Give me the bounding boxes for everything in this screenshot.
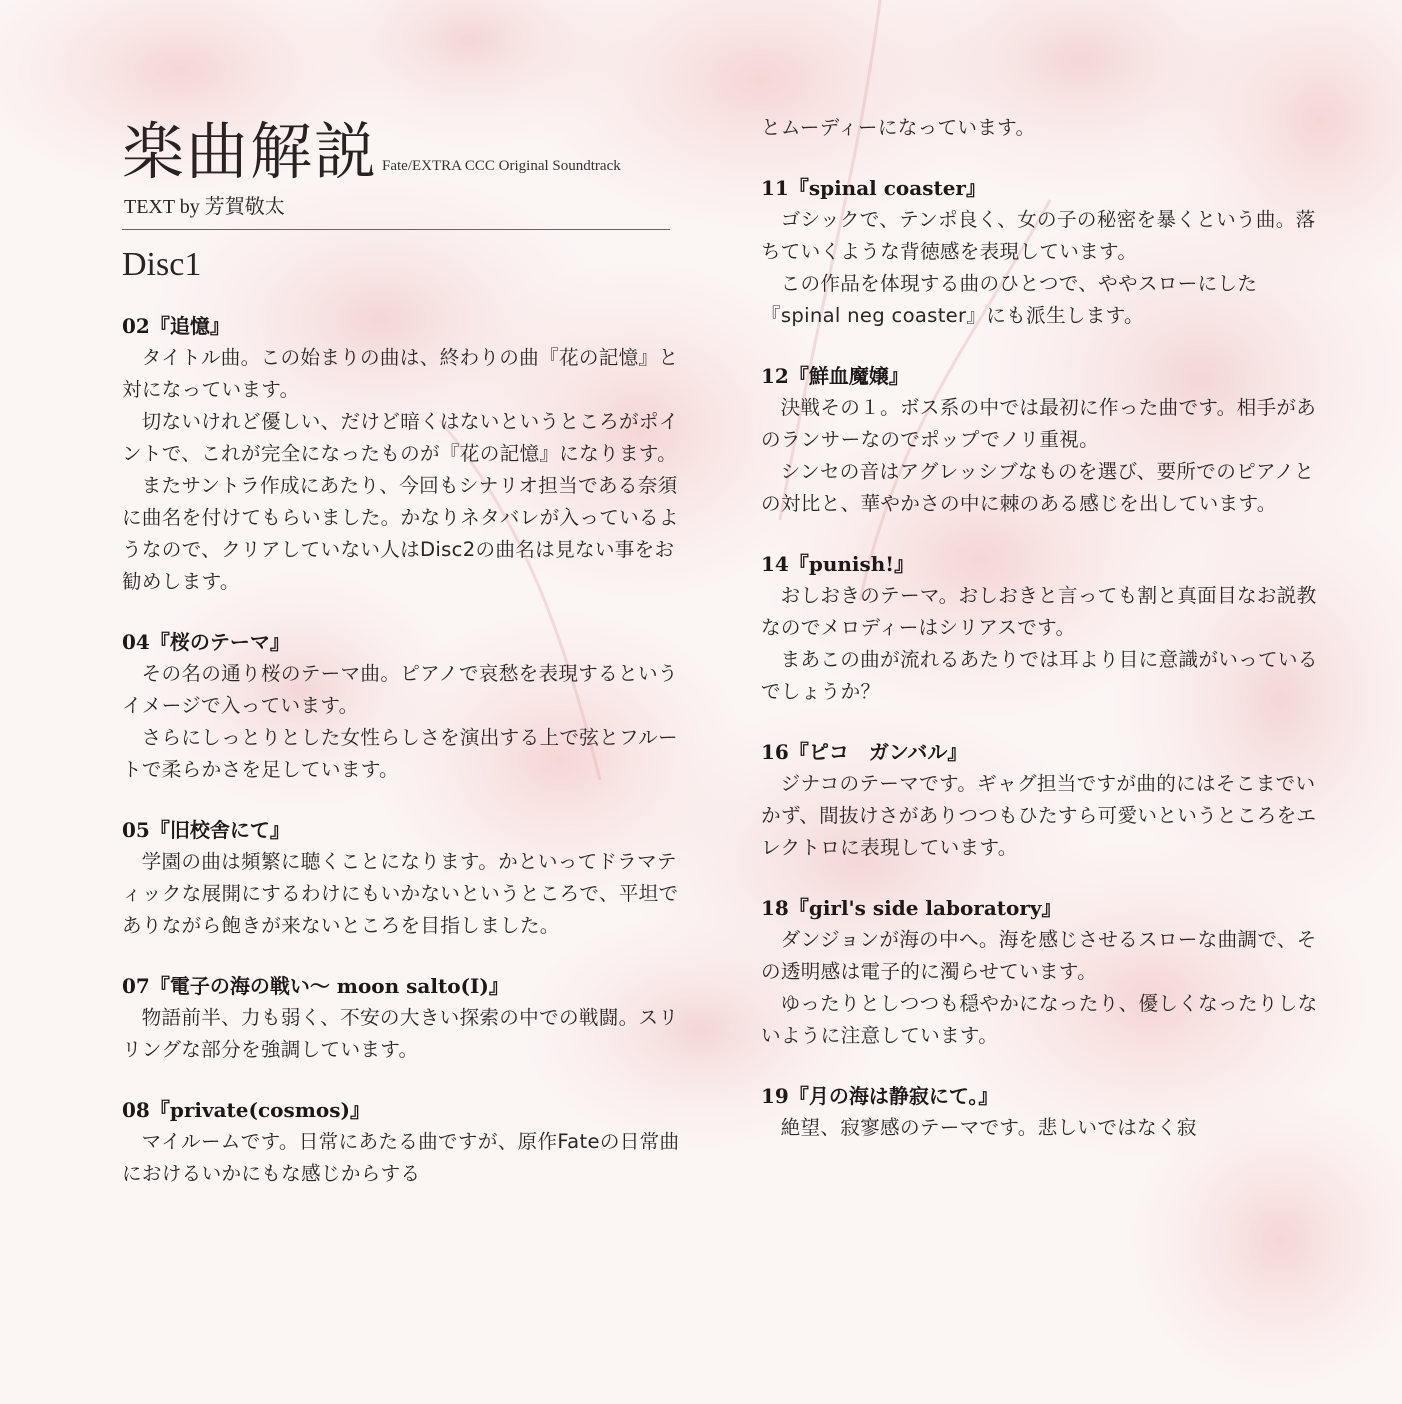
- track-title: 11『spinal coaster』: [761, 176, 986, 200]
- track-entry: [122, 814, 682, 942]
- track-title: 08『private(cosmos)』: [122, 1098, 370, 1122]
- track-paragraph: タイトル曲。この始まりの曲は、終わりの曲『花の記憶』と対になっています。: [122, 346, 679, 401]
- track-entry: [122, 970, 682, 1066]
- track-paragraph: 学園の曲は頻繁に聴くことになります。かといってドラマティックな展開にするわけにもいかないというところで、平坦でありながら飽きが来ないところを目指しました。: [122, 850, 679, 937]
- header-divider: [122, 229, 670, 230]
- track-paragraph: 絶望、寂寥感のテーマです。悲しいではなく寂: [780, 1116, 1197, 1139]
- track-entry: [122, 626, 682, 786]
- track-title: 02『追憶』: [122, 314, 230, 338]
- track-entry: [761, 1080, 1321, 1144]
- track-entry: [761, 360, 1321, 520]
- page-title: 楽曲解説: [122, 115, 379, 188]
- continued-paragraph: とムーディーになっています。: [761, 116, 1036, 139]
- continued-text: [761, 112, 1321, 144]
- track-paragraph: さらにしっとりとした女性らしさを演出する上で弦とフルートで柔らかさを足しています。: [122, 726, 678, 781]
- track-entry: [761, 172, 1321, 332]
- track-paragraph: 切ないけれど優しい、だけど暗くはないというところがポイントで、これが完全になったものが『花の記憶』になります。: [122, 410, 679, 465]
- track-entry: [122, 1094, 682, 1190]
- track-paragraph: またサントラ作成にあたり、今回もシナリオ担当である奈須に曲名を付けてもらいました。かなりネタバレが入っているようなので、クリアしていない人はDisc2の曲名は見ない事をお勧めします。: [122, 474, 679, 593]
- track-paragraph: ジナコのテーマです。ギャグ担当ですが曲的にはそこまでいかず、間抜けさがありつつもひたすら可愛いというところをエレクトロに表現しています。: [761, 772, 1317, 859]
- track-title: 19『月の海は静寂にて。』: [761, 1084, 999, 1108]
- album-subtitle: Fate/EXTRA CCC Original Soundtrack: [382, 158, 621, 174]
- track-title: 05『旧校舎にて』: [122, 818, 290, 842]
- track-paragraph: ゆったりとしつつも穏やかになったり、優しくなったりしないように注意しています。: [761, 992, 1318, 1047]
- track-title: 07『電子の海の戦い～ moon salto(Ⅰ)』: [122, 974, 509, 998]
- track-title: 16『ピコ ガンバル』: [761, 740, 968, 764]
- track-title: 18『girl's side laboratory』: [761, 896, 1062, 920]
- track-paragraph: おしおきのテーマ。おしおきと言っても割と真面目なお説教なのでメロディーはシリアスです。: [761, 584, 1317, 639]
- track-paragraph: ダンジョンが海の中へ。海を感じさせるスローな曲調で、その透明感は電子的に濁らせています。: [761, 928, 1317, 983]
- track-title: 12『鮮血魔嬢』: [761, 364, 909, 388]
- track-paragraph: マイルームです。日常にあたる曲ですが、原作Fateの日常曲におけるいかにもな感じからする: [122, 1130, 680, 1185]
- track-paragraph: 物語前半、力も弱く、不安の大きい探索の中での戦闘。スリリングな部分を強調しています。: [122, 1006, 679, 1061]
- track-paragraph: その名の通り桜のテーマ曲。ピアノで哀愁を表現するというイメージで入っています。: [122, 662, 678, 717]
- track-entry: [122, 310, 682, 598]
- track-entry: [761, 736, 1321, 864]
- track-paragraph: ゴシックで、テンポ良く、女の子の秘密を暴くという曲。落ちていくような背徳感を表現しています。: [761, 208, 1316, 263]
- track-paragraph: まあこの曲が流れるあたりでは耳より目に意識がいっているでしょうか？: [761, 648, 1318, 703]
- author-credit: TEXT by 芳賀敬太: [124, 196, 285, 218]
- track-entry: [761, 548, 1321, 708]
- track-paragraph: 決戦その１。ボス系の中では最初に作った曲です。相手があのランサーなのでポップでノリ重視。: [761, 396, 1317, 451]
- right-column: [761, 112, 1321, 1172]
- track-title: 04『桜のテーマ』: [122, 630, 290, 654]
- left-column: [122, 310, 682, 1218]
- disc-heading: Disc1: [122, 246, 202, 283]
- track-title: 14『punish!』: [761, 552, 915, 576]
- track-paragraph: この作品を体現する曲のひとつで、ややスローにした『spinal neg coaster』にも派生します。: [761, 272, 1258, 327]
- track-paragraph: シンセの音はアグレッシブなものを選び、要所でのピアノとの対比と、華やかさの中に棘のある感じを出しています。: [761, 460, 1315, 515]
- track-entry: [761, 892, 1321, 1052]
